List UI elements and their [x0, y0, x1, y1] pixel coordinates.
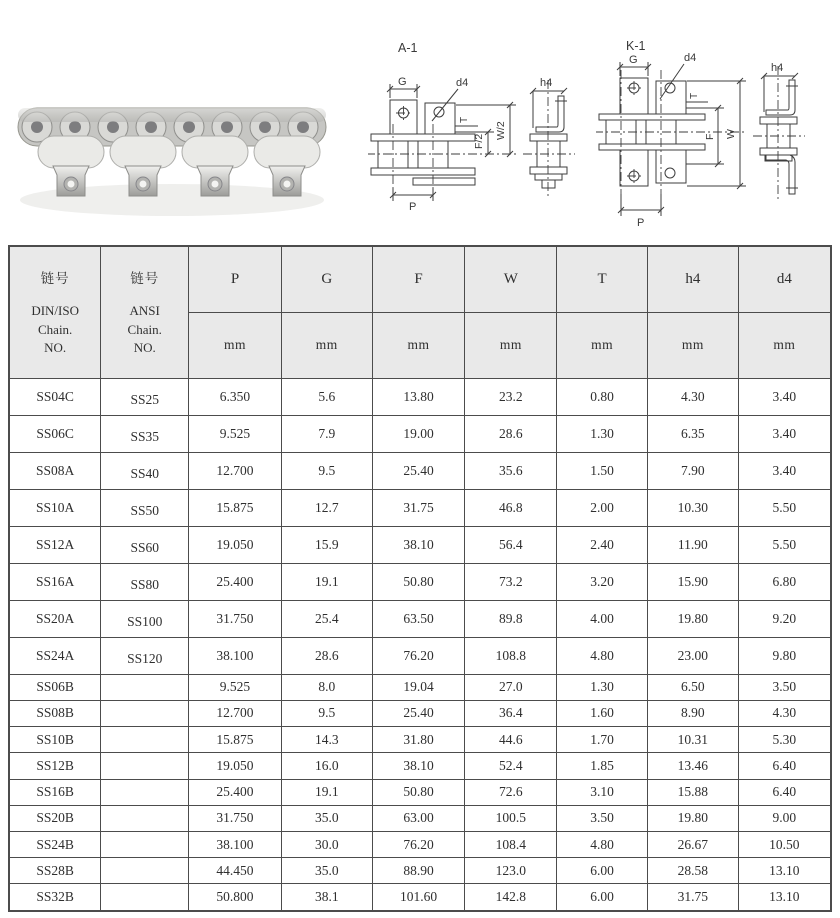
cell-w: 52.4 — [465, 753, 557, 779]
cell-p: 25.400 — [189, 779, 282, 805]
cell-h4: 10.31 — [647, 727, 738, 753]
a1-side-view — [523, 77, 575, 198]
a1-dim-t: T — [459, 116, 470, 123]
cell-h4: 19.80 — [647, 600, 738, 637]
cell-f: 76.20 — [372, 831, 465, 857]
cell-din: SS06C — [9, 415, 101, 452]
cell-ansi: SS60 — [101, 526, 189, 563]
cell-f: 19.00 — [372, 415, 465, 452]
cell-p: 44.450 — [189, 858, 282, 884]
col-header-g: G — [281, 246, 372, 312]
cell-g: 16.0 — [281, 753, 372, 779]
cell-t: 2.40 — [557, 526, 648, 563]
cell-g: 15.9 — [281, 526, 372, 563]
cell-h4: 6.35 — [647, 415, 738, 452]
cell-p: 25.400 — [189, 563, 282, 600]
cell-p: 19.050 — [189, 753, 282, 779]
cell-ansi — [101, 753, 189, 779]
col-header-d4: d4 — [738, 246, 831, 312]
cell-p: 12.700 — [189, 700, 282, 726]
a1-dim-g: G — [398, 76, 407, 88]
cell-t: 6.00 — [557, 884, 648, 911]
col-header-f: F — [372, 246, 465, 312]
unit-cell-h4: mm — [647, 312, 738, 378]
cell-d4: 3.40 — [738, 415, 831, 452]
cell-ansi — [101, 884, 189, 911]
cell-ansi — [101, 727, 189, 753]
cell-f: 31.75 — [372, 489, 465, 526]
chain-spec-table — [8, 245, 832, 912]
cell-d4: 6.40 — [738, 753, 831, 779]
cell-h4: 6.50 — [647, 674, 738, 700]
cell-d4: 4.30 — [738, 700, 831, 726]
cell-w: 23.2 — [465, 378, 557, 415]
cell-g: 12.7 — [281, 489, 372, 526]
cell-t: 1.30 — [557, 415, 648, 452]
cell-din: SS20B — [9, 805, 101, 831]
cell-p: 19.050 — [189, 526, 282, 563]
cell-g: 28.6 — [281, 637, 372, 674]
cell-g: 35.0 — [281, 805, 372, 831]
cell-w: 28.6 — [465, 415, 557, 452]
cell-t: 4.80 — [557, 637, 648, 674]
cell-g: 9.5 — [281, 452, 372, 489]
drawing-k1 — [596, 24, 840, 238]
k1-front-view — [596, 52, 746, 229]
table-row — [9, 700, 831, 726]
k1-dim-w: W — [725, 129, 737, 139]
din-header-line3: NO. — [44, 339, 67, 355]
cell-din: SS16A — [9, 563, 101, 600]
cell-t: 0.80 — [557, 378, 648, 415]
ansi-header-cn: 链号 — [130, 271, 160, 287]
table-row — [9, 674, 831, 700]
cell-h4: 8.90 — [647, 700, 738, 726]
cell-t: 1.30 — [557, 674, 648, 700]
cell-d4: 10.50 — [738, 831, 831, 857]
chain-photo-art — [18, 108, 326, 216]
cell-p: 15.875 — [189, 727, 282, 753]
table-row — [9, 378, 831, 415]
cell-ansi — [101, 805, 189, 831]
cell-w: 89.8 — [465, 600, 557, 637]
table-row — [9, 884, 831, 911]
cell-d4: 5.30 — [738, 727, 831, 753]
a1-dim-p: P — [409, 201, 417, 213]
unit-cell-g: mm — [281, 312, 372, 378]
cell-f: 88.90 — [372, 858, 465, 884]
cell-w: 100.5 — [465, 805, 557, 831]
cell-g: 8.0 — [281, 674, 372, 700]
ansi-header-line2: Chain. — [127, 321, 162, 337]
table-row — [9, 600, 831, 637]
cell-g: 35.0 — [281, 858, 372, 884]
cell-p: 9.525 — [189, 415, 282, 452]
cell-t: 1.50 — [557, 452, 648, 489]
cell-w: 73.2 — [465, 563, 557, 600]
cell-w: 46.8 — [465, 489, 557, 526]
unit-cell-p: mm — [189, 312, 282, 378]
cell-f: 63.50 — [372, 600, 465, 637]
cell-t: 4.80 — [557, 831, 648, 857]
cell-d4: 3.40 — [738, 378, 831, 415]
cell-p: 38.100 — [189, 831, 282, 857]
cell-ansi: SS100 — [101, 600, 189, 637]
unit-cell-d4: mm — [738, 312, 831, 378]
cell-g: 25.4 — [281, 600, 372, 637]
cell-f: 76.20 — [372, 637, 465, 674]
cell-g: 30.0 — [281, 831, 372, 857]
cell-f: 25.40 — [372, 700, 465, 726]
unit-cell-w: mm — [465, 312, 557, 378]
cell-din: SS16B — [9, 779, 101, 805]
cell-d4: 13.10 — [738, 858, 831, 884]
k1-dim-g: G — [629, 54, 638, 66]
cell-ansi — [101, 858, 189, 884]
cell-h4: 4.30 — [647, 378, 738, 415]
cell-p: 31.750 — [189, 805, 282, 831]
cell-p: 38.100 — [189, 637, 282, 674]
cell-ansi: SS35 — [101, 415, 189, 452]
k1-side-view — [753, 62, 805, 200]
cell-f: 63.00 — [372, 805, 465, 831]
col-header-h4: h4 — [647, 246, 738, 312]
cell-ansi — [101, 674, 189, 700]
ansi-header-line1: ANSI — [129, 303, 160, 319]
cell-f: 50.80 — [372, 563, 465, 600]
table-row — [9, 452, 831, 489]
cell-w: 35.6 — [465, 452, 557, 489]
cell-f: 50.80 — [372, 779, 465, 805]
cell-h4: 28.58 — [647, 858, 738, 884]
cell-din: SS24B — [9, 831, 101, 857]
drawing-k1-title: K-1 — [626, 39, 646, 53]
cell-h4: 26.67 — [647, 831, 738, 857]
table-row — [9, 779, 831, 805]
a1-dim-f2: F/2 — [473, 133, 485, 149]
a1-dim-h4: h4 — [540, 77, 553, 89]
cell-w: 72.6 — [465, 779, 557, 805]
din-header-line1: DIN/ISO — [31, 303, 79, 319]
cell-f: 25.40 — [372, 452, 465, 489]
table-row — [9, 563, 831, 600]
cell-w: 56.4 — [465, 526, 557, 563]
cell-g: 9.5 — [281, 700, 372, 726]
cell-d4: 13.10 — [738, 884, 831, 911]
cell-t: 2.00 — [557, 489, 648, 526]
cell-f: 38.10 — [372, 526, 465, 563]
cell-din: SS28B — [9, 858, 101, 884]
cell-t: 1.85 — [557, 753, 648, 779]
cell-ansi — [101, 700, 189, 726]
cell-ansi: SS80 — [101, 563, 189, 600]
din-header-cn: 链号 — [40, 271, 70, 287]
table-row — [9, 805, 831, 831]
unit-cell-t: mm — [557, 312, 648, 378]
table-row — [9, 489, 831, 526]
cell-ansi: SS120 — [101, 637, 189, 674]
cell-din: SS04C — [9, 378, 101, 415]
table-row — [9, 526, 831, 563]
cell-f: 31.80 — [372, 727, 465, 753]
table-row — [9, 858, 831, 884]
k1-dim-t: T — [689, 92, 700, 99]
drawing-a1-title: A-1 — [398, 41, 418, 55]
k1-dim-p: P — [637, 217, 645, 229]
cell-d4: 9.00 — [738, 805, 831, 831]
cell-din: SS06B — [9, 674, 101, 700]
a1-front-view — [368, 76, 518, 213]
cell-h4: 15.90 — [647, 563, 738, 600]
cell-g: 5.6 — [281, 378, 372, 415]
cell-h4: 11.90 — [647, 526, 738, 563]
cell-w: 44.6 — [465, 727, 557, 753]
table-row — [9, 831, 831, 857]
cell-w: 142.8 — [465, 884, 557, 911]
cell-w: 27.0 — [465, 674, 557, 700]
cell-w: 123.0 — [465, 858, 557, 884]
cell-f: 19.04 — [372, 674, 465, 700]
cell-ansi: SS50 — [101, 489, 189, 526]
cell-din: SS08A — [9, 452, 101, 489]
din-header-line2: Chain. — [38, 321, 73, 337]
drawing-a1 — [368, 28, 613, 233]
cell-g: 19.1 — [281, 779, 372, 805]
cell-w: 36.4 — [465, 700, 557, 726]
cell-din: SS20A — [9, 600, 101, 637]
k1-dim-d4: d4 — [684, 52, 697, 64]
cell-din: SS32B — [9, 884, 101, 911]
cell-p: 6.350 — [189, 378, 282, 415]
cell-t: 4.00 — [557, 600, 648, 637]
cell-f: 101.60 — [372, 884, 465, 911]
cell-d4: 9.20 — [738, 600, 831, 637]
cell-g: 7.9 — [281, 415, 372, 452]
cell-t: 3.10 — [557, 779, 648, 805]
cell-d4: 3.50 — [738, 674, 831, 700]
cell-f: 13.80 — [372, 378, 465, 415]
a1-dim-d4: d4 — [456, 77, 469, 89]
col-header-ansi — [101, 246, 189, 378]
cell-p: 50.800 — [189, 884, 282, 911]
table-row — [9, 415, 831, 452]
spec-table — [8, 245, 832, 912]
cell-p: 9.525 — [189, 674, 282, 700]
col-header-p: P — [189, 246, 282, 312]
a1-dim-w2: W/2 — [495, 121, 507, 140]
col-header-w: W — [465, 246, 557, 312]
cell-din: SS12A — [9, 526, 101, 563]
cell-g: 19.1 — [281, 563, 372, 600]
cell-d4: 6.80 — [738, 563, 831, 600]
cell-h4: 13.46 — [647, 753, 738, 779]
cell-din: SS10A — [9, 489, 101, 526]
cell-t: 1.70 — [557, 727, 648, 753]
cell-din: SS10B — [9, 727, 101, 753]
cell-h4: 10.30 — [647, 489, 738, 526]
cell-g: 14.3 — [281, 727, 372, 753]
col-header-t: T — [557, 246, 648, 312]
k1-dim-h4: h4 — [771, 62, 784, 74]
cell-d4: 5.50 — [738, 489, 831, 526]
cell-f: 38.10 — [372, 753, 465, 779]
cell-p: 15.875 — [189, 489, 282, 526]
table-row — [9, 637, 831, 674]
cell-w: 108.4 — [465, 831, 557, 857]
cell-t: 3.20 — [557, 563, 648, 600]
cell-h4: 15.88 — [647, 779, 738, 805]
cell-ansi: SS40 — [101, 452, 189, 489]
cell-p: 31.750 — [189, 600, 282, 637]
table-row — [9, 727, 831, 753]
cell-g: 38.1 — [281, 884, 372, 911]
cell-d4: 9.80 — [738, 637, 831, 674]
cell-din: SS08B — [9, 700, 101, 726]
cell-t: 6.00 — [557, 858, 648, 884]
cell-h4: 19.80 — [647, 805, 738, 831]
cell-p: 12.700 — [189, 452, 282, 489]
k1-dim-f: F — [704, 133, 716, 140]
cell-h4: 7.90 — [647, 452, 738, 489]
cell-din: SS12B — [9, 753, 101, 779]
cell-t: 3.50 — [557, 805, 648, 831]
cell-d4: 6.40 — [738, 779, 831, 805]
cell-w: 108.8 — [465, 637, 557, 674]
cell-ansi — [101, 831, 189, 857]
cell-t: 1.60 — [557, 700, 648, 726]
cell-d4: 5.50 — [738, 526, 831, 563]
cell-ansi — [101, 779, 189, 805]
cell-din: SS24A — [9, 637, 101, 674]
col-header-din-iso — [9, 246, 101, 378]
cell-d4: 3.40 — [738, 452, 831, 489]
table-row — [9, 753, 831, 779]
cell-h4: 23.00 — [647, 637, 738, 674]
product-photo — [12, 78, 332, 228]
ansi-header-line3: NO. — [133, 339, 156, 355]
cell-h4: 31.75 — [647, 884, 738, 911]
cell-ansi: SS25 — [101, 378, 189, 415]
unit-cell-f: mm — [372, 312, 465, 378]
